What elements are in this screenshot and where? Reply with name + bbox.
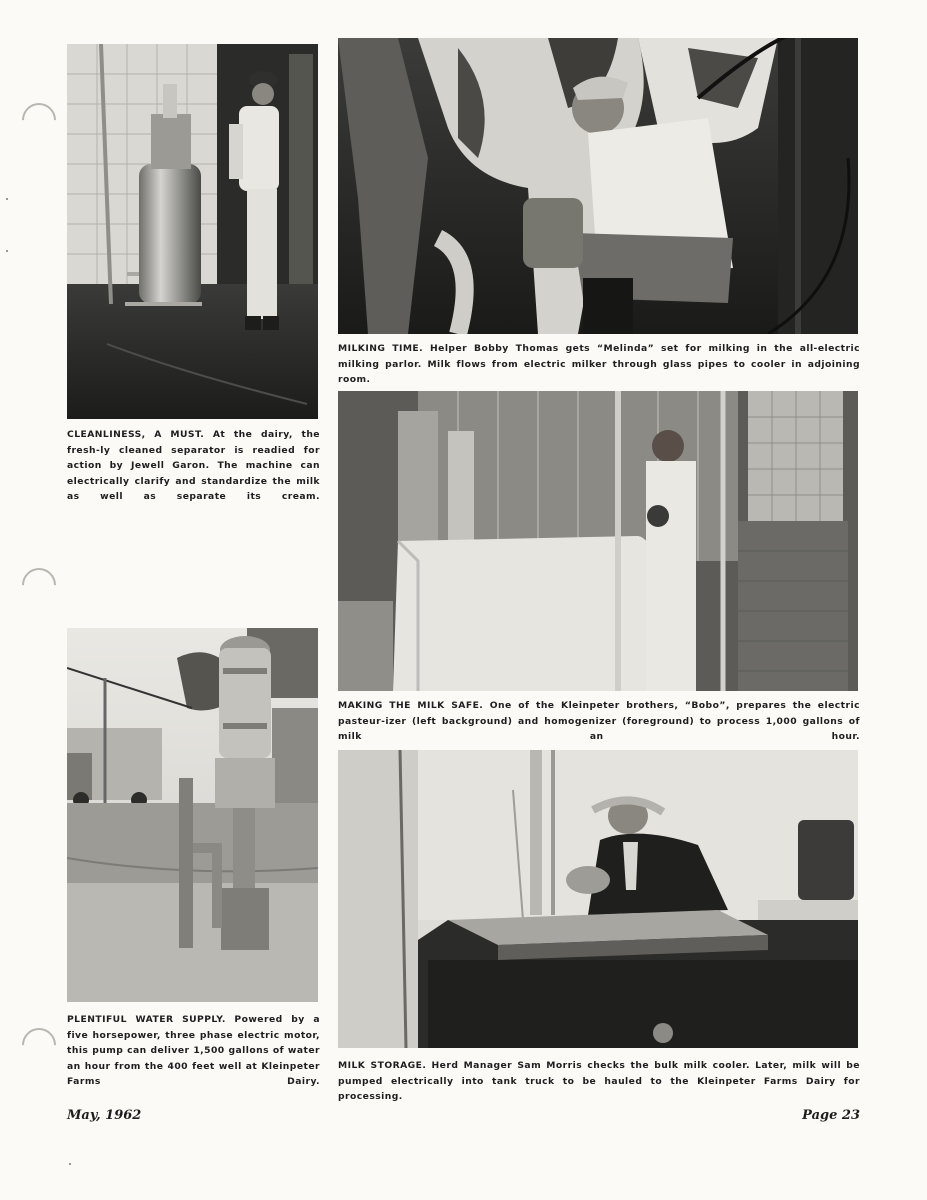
caption-body: One of the Kleinpeter brothers, “Bobo”, prepares the electric pasteur-izer (left background) and homogenizer (foreground) to process 1,000 gallons of milk an hour. [338, 700, 860, 742]
caption-lead: MILK STORAGE. [338, 1060, 427, 1071]
separator-caption [67, 427, 320, 505]
caption-lead: MAKING THE MILK SAFE. [338, 700, 484, 711]
binder-hole-bottom [15, 1021, 63, 1069]
caption-body: At the dairy, the fresh-ly cleaned separator is readied for action by Jewell Garon. The machine can electrically clarify and standardize the milk as well as separate its cream. [67, 429, 320, 502]
paper-speck [6, 198, 8, 200]
milking-photo [338, 38, 858, 334]
binder-hole-top [15, 96, 63, 144]
pasteurizer-caption [338, 698, 860, 745]
binder-hole-middle [15, 561, 63, 609]
separator-photo [67, 44, 318, 419]
paper-speck [6, 250, 8, 252]
pasteurizer-photo [338, 391, 858, 691]
paper-speck [69, 1163, 71, 1165]
milk-storage-photo [338, 750, 858, 1048]
water-caption [67, 1012, 320, 1090]
storage-caption [338, 1058, 860, 1105]
footer-page-number: Page 23 [802, 1108, 860, 1123]
caption-lead: MILKING TIME. [338, 343, 424, 354]
caption-body: Herd Manager Sam Morris checks the bulk milk cooler. Later, milk will be pumped electrically into tank truck to be hauled to the Kleinpeter Farms Dairy for processing. [338, 1060, 860, 1102]
footer-date: May, 1962 [67, 1108, 142, 1123]
caption-lead: CLEANLINESS, A MUST. [67, 429, 205, 440]
caption-lead: PLENTIFUL WATER SUPPLY. [67, 1014, 226, 1025]
caption-body: Helper Bobby Thomas gets “Melinda” set for milking in the all-electric milking parlor. Milk flows from electric milker through glass pipes to cooler in adjoining room. [338, 343, 860, 385]
water-pump-photo [67, 628, 318, 1002]
caption-body: Powered by a five horsepower, three phase electric motor, this pump can deliver 1,500 gallons of water an hour from the 400 feet well at Kleinpeter Farms Dairy. [67, 1014, 320, 1087]
milking-caption [338, 341, 860, 388]
